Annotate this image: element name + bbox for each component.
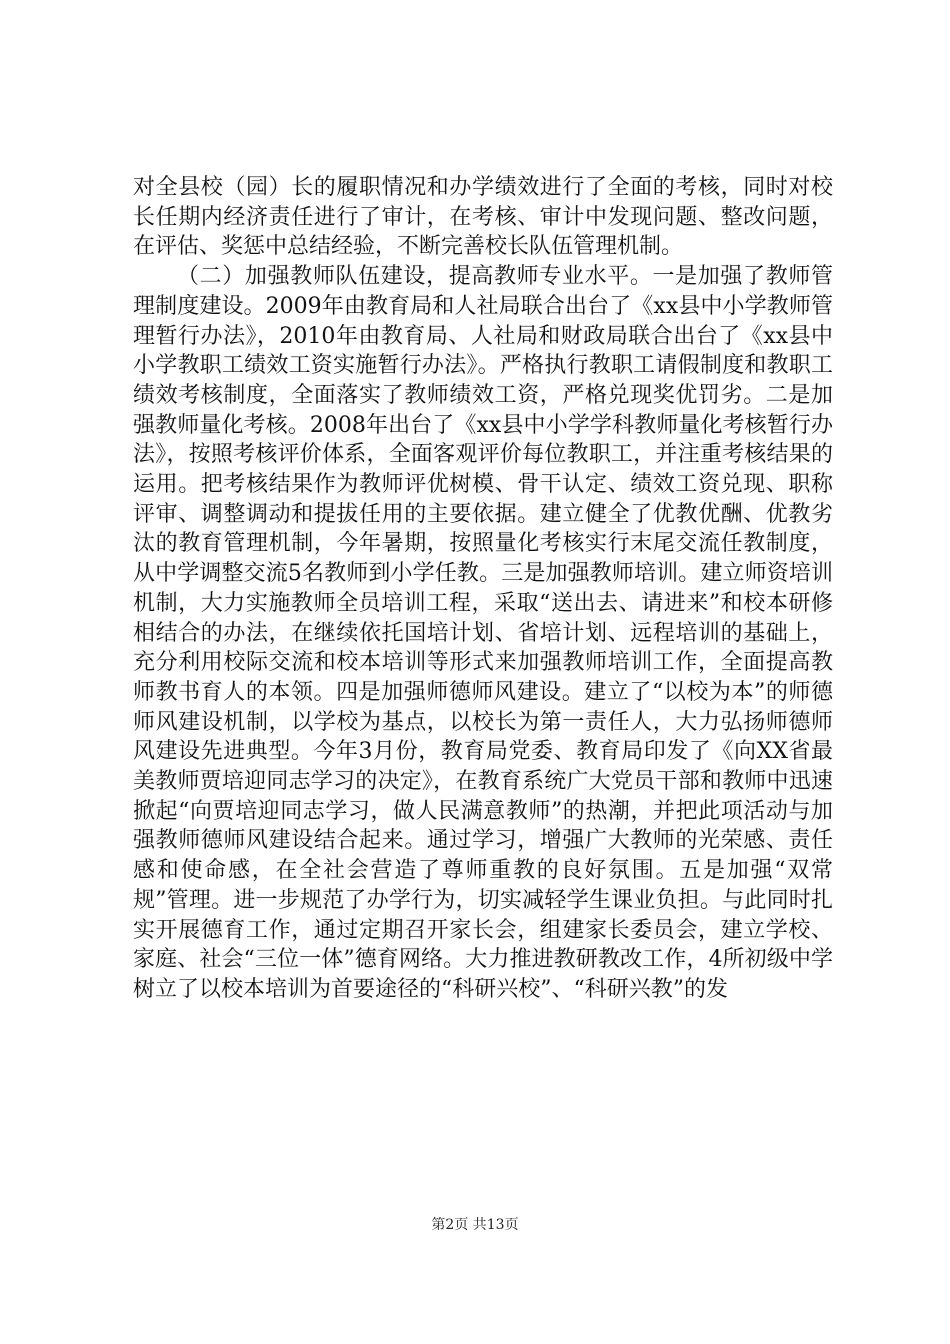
- paragraph-continuation: 对全县校（园）长的履职情况和办学绩效进行了全面的考核，同时对校长任期内经济责任进行了审计，在考核、审计中发现问题、整改问题，在评估、奖惩中总结经验，不断完善校长队伍管理机制。: [133, 175, 833, 260]
- page-footer: [0, 1214, 950, 1234]
- paragraph-teacher-team: （二）加强教师队伍建设，提高教师专业水平。一是加强了教师管理制度建设。2009年由教育局和人社局联合出台了《xx县中小学教师管理暂行办法》，2010年由教育局、人社局和财政局联合出台了《xx县中小学教职工绩效工资实施暂行办法》。严格执行教职工请假制度和教职工绩效考核制度，全面落实了教师绩效工资，严格兑现奖优罚劣。二是加强教师量化考核。2008年出台了《xx县中小学学科教师量化考核暂行办法》，按照考核评价体系，全面客观评价每位教职工，并注重考核结果的运用。把考核结果作为教师评优树模、骨干认定、绩效工资兑现、职称评审、调整调动和提拔任用的主要依据。建立健全了优教优酬、优教劣汰的教育管理机制，今年暑期，按照量化考核实行末尾交流任教制度，从中学调整交流5名教师到小学任教。三是加强教师培训。建立师资培训机制，大力实施教师全员培训工程，采取“送出去、请进来”和校本研修相结合的办法，在继续依托国培计划、省培计划、远程培训的基础上，充分利用校际交流和校本培训等形式来加强教师培训工作，全面提高教师教书育人的本领。四是加强师德师风建设。建立了“以校为本”的师德师风建设机制，以学校为基点，以校长为第一责任人，大力弘扬师德师风建设先进典型。今年3月份，教育局党委、教育局印发了《向XX省最美教师贾培迎同志学习的决定》，在教育系统广大党员干部和教师中迅速掀起“向贾培迎同志学习，做人民满意教师”的热潮，并把此项活动与加强教师德师风建设结合起来。通过学习，增强广大教师的光荣感、责任感和使命感，在全社会营造了尊师重教的良好氛围。五是加强“双常规”管理。进一步规范了办学行为，切实减轻学生课业负担。与此同时扎实开展德育工作，通过定期召开家长会，组建家长委员会，建立学校、家庭、社会“三位一体”德育网络。大力推进教研教改工作，4所初级中学树立了以校本培训为首要途径的“科研兴校”、“科研兴教”的发: [133, 264, 833, 1002]
- body-text: [133, 173, 833, 1005]
- page-number: 第2页 共13页: [431, 1217, 519, 1233]
